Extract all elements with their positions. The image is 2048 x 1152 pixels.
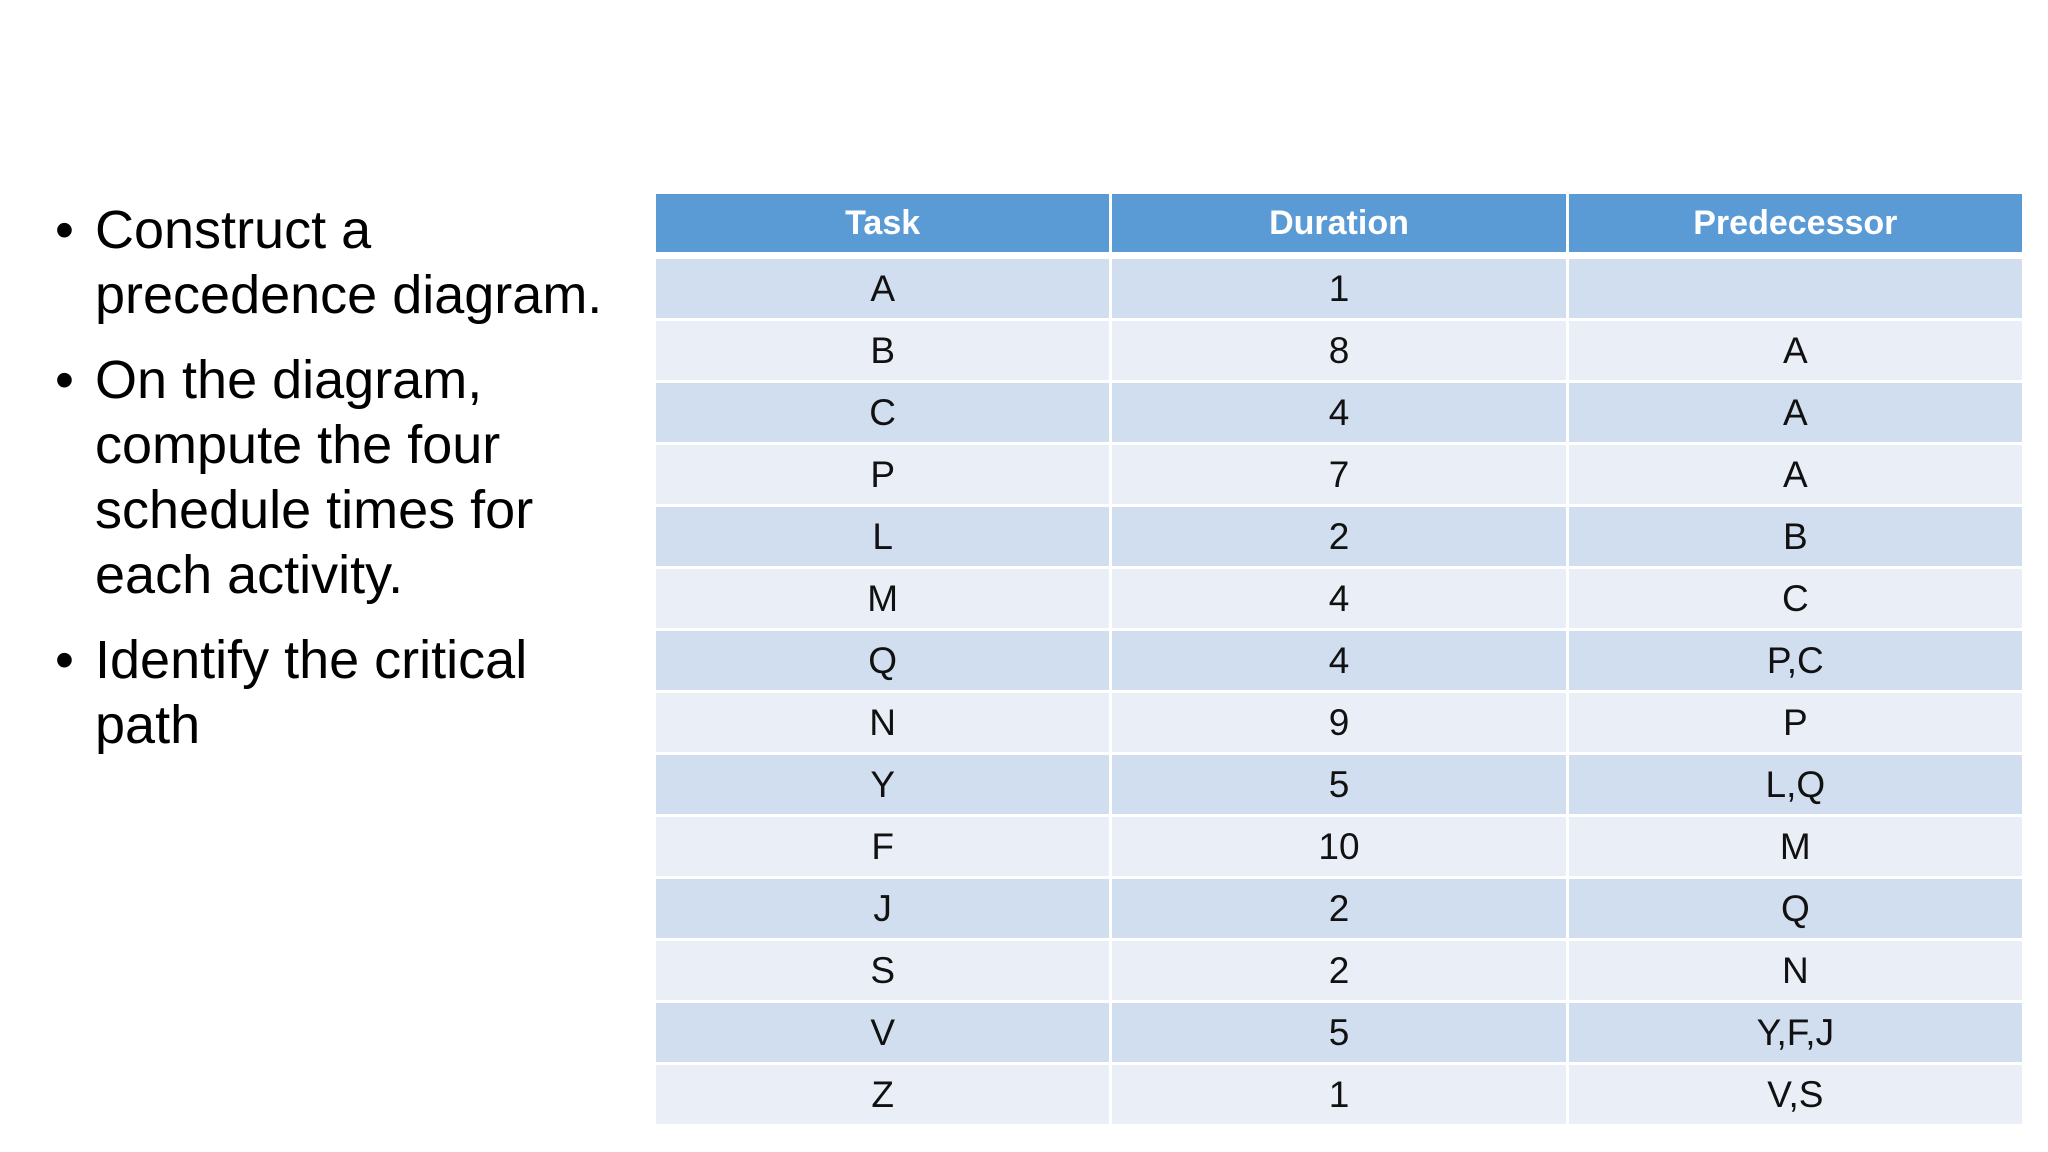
cell-predecessor: A bbox=[1569, 445, 2022, 504]
cell-predecessor: M bbox=[1569, 817, 2022, 876]
cell-predecessor: C bbox=[1569, 569, 2022, 628]
table-header-row bbox=[656, 194, 2022, 256]
cell-predecessor: B bbox=[1569, 507, 2022, 566]
cell-duration: 4 bbox=[1112, 383, 1565, 442]
cell-predecessor: Q bbox=[1569, 879, 2022, 938]
cell-predecessor: L,Q bbox=[1569, 755, 2022, 814]
instruction-line: path bbox=[95, 695, 201, 755]
task-table-container bbox=[656, 194, 2028, 1124]
cell-duration: 9 bbox=[1112, 693, 1565, 752]
cell-task: M bbox=[656, 569, 1109, 628]
table-row bbox=[656, 817, 2022, 876]
cell-predecessor: A bbox=[1569, 383, 2022, 442]
table-row bbox=[656, 445, 2022, 504]
cell-predecessor: P,C bbox=[1569, 631, 2022, 690]
cell-duration: 2 bbox=[1112, 941, 1565, 1000]
instruction-bullet-3 bbox=[55, 628, 645, 758]
cell-duration: 5 bbox=[1112, 1003, 1565, 1062]
table-row bbox=[656, 259, 2022, 318]
cell-task: J bbox=[656, 879, 1109, 938]
cell-duration: 4 bbox=[1112, 631, 1565, 690]
table-row bbox=[656, 383, 2022, 442]
table-row bbox=[656, 941, 2022, 1000]
header-duration: Duration bbox=[1112, 194, 1565, 256]
cell-duration: 2 bbox=[1112, 507, 1565, 566]
instruction-line: precedence diagram. bbox=[95, 265, 603, 325]
cell-task: L bbox=[656, 507, 1109, 566]
task-table bbox=[653, 191, 2025, 1127]
cell-task: A bbox=[656, 259, 1109, 318]
table-row bbox=[656, 569, 2022, 628]
cell-task: Y bbox=[656, 755, 1109, 814]
cell-task: V bbox=[656, 1003, 1109, 1062]
instruction-line: Identify the critical bbox=[95, 630, 528, 690]
cell-duration: 1 bbox=[1112, 1065, 1565, 1124]
cell-predecessor: A bbox=[1569, 321, 2022, 380]
cell-predecessor: Y,F,J bbox=[1569, 1003, 2022, 1062]
table-row bbox=[656, 1065, 2022, 1124]
cell-duration: 4 bbox=[1112, 569, 1565, 628]
cell-task: F bbox=[656, 817, 1109, 876]
bullet-marker: • bbox=[55, 350, 74, 410]
cell-task: S bbox=[656, 941, 1109, 1000]
instruction-line: schedule times for bbox=[95, 480, 534, 540]
cell-task: B bbox=[656, 321, 1109, 380]
cell-task: Z bbox=[656, 1065, 1109, 1124]
bullet-marker: • bbox=[55, 630, 74, 690]
table-row bbox=[656, 1003, 2022, 1062]
cell-task: N bbox=[656, 693, 1109, 752]
cell-duration: 5 bbox=[1112, 755, 1565, 814]
cell-predecessor: V,S bbox=[1569, 1065, 2022, 1124]
cell-predecessor: N bbox=[1569, 941, 2022, 1000]
header-task: Task bbox=[656, 194, 1109, 256]
table-row bbox=[656, 693, 2022, 752]
table-row bbox=[656, 631, 2022, 690]
table-row bbox=[656, 321, 2022, 380]
cell-task: P bbox=[656, 445, 1109, 504]
cell-duration: 1 bbox=[1112, 259, 1565, 318]
cell-predecessor bbox=[1569, 259, 2022, 318]
table-row bbox=[656, 507, 2022, 566]
instruction-line: each activity. bbox=[95, 545, 404, 605]
instruction-list bbox=[55, 198, 645, 778]
instruction-line: On the diagram, bbox=[95, 350, 483, 410]
cell-duration: 10 bbox=[1112, 817, 1565, 876]
cell-predecessor: P bbox=[1569, 693, 2022, 752]
cell-task: Q bbox=[656, 631, 1109, 690]
instruction-line: Construct a bbox=[95, 200, 372, 260]
table-row bbox=[656, 879, 2022, 938]
cell-task: C bbox=[656, 383, 1109, 442]
instruction-bullet-1 bbox=[55, 198, 645, 328]
table-row bbox=[656, 755, 2022, 814]
cell-duration: 2 bbox=[1112, 879, 1565, 938]
bullet-marker: • bbox=[55, 200, 74, 260]
instruction-bullet-2 bbox=[55, 348, 645, 608]
cell-duration: 7 bbox=[1112, 445, 1565, 504]
instruction-line: compute the four bbox=[95, 415, 501, 475]
header-predecessor: Predecessor bbox=[1569, 194, 2022, 256]
cell-duration: 8 bbox=[1112, 321, 1565, 380]
